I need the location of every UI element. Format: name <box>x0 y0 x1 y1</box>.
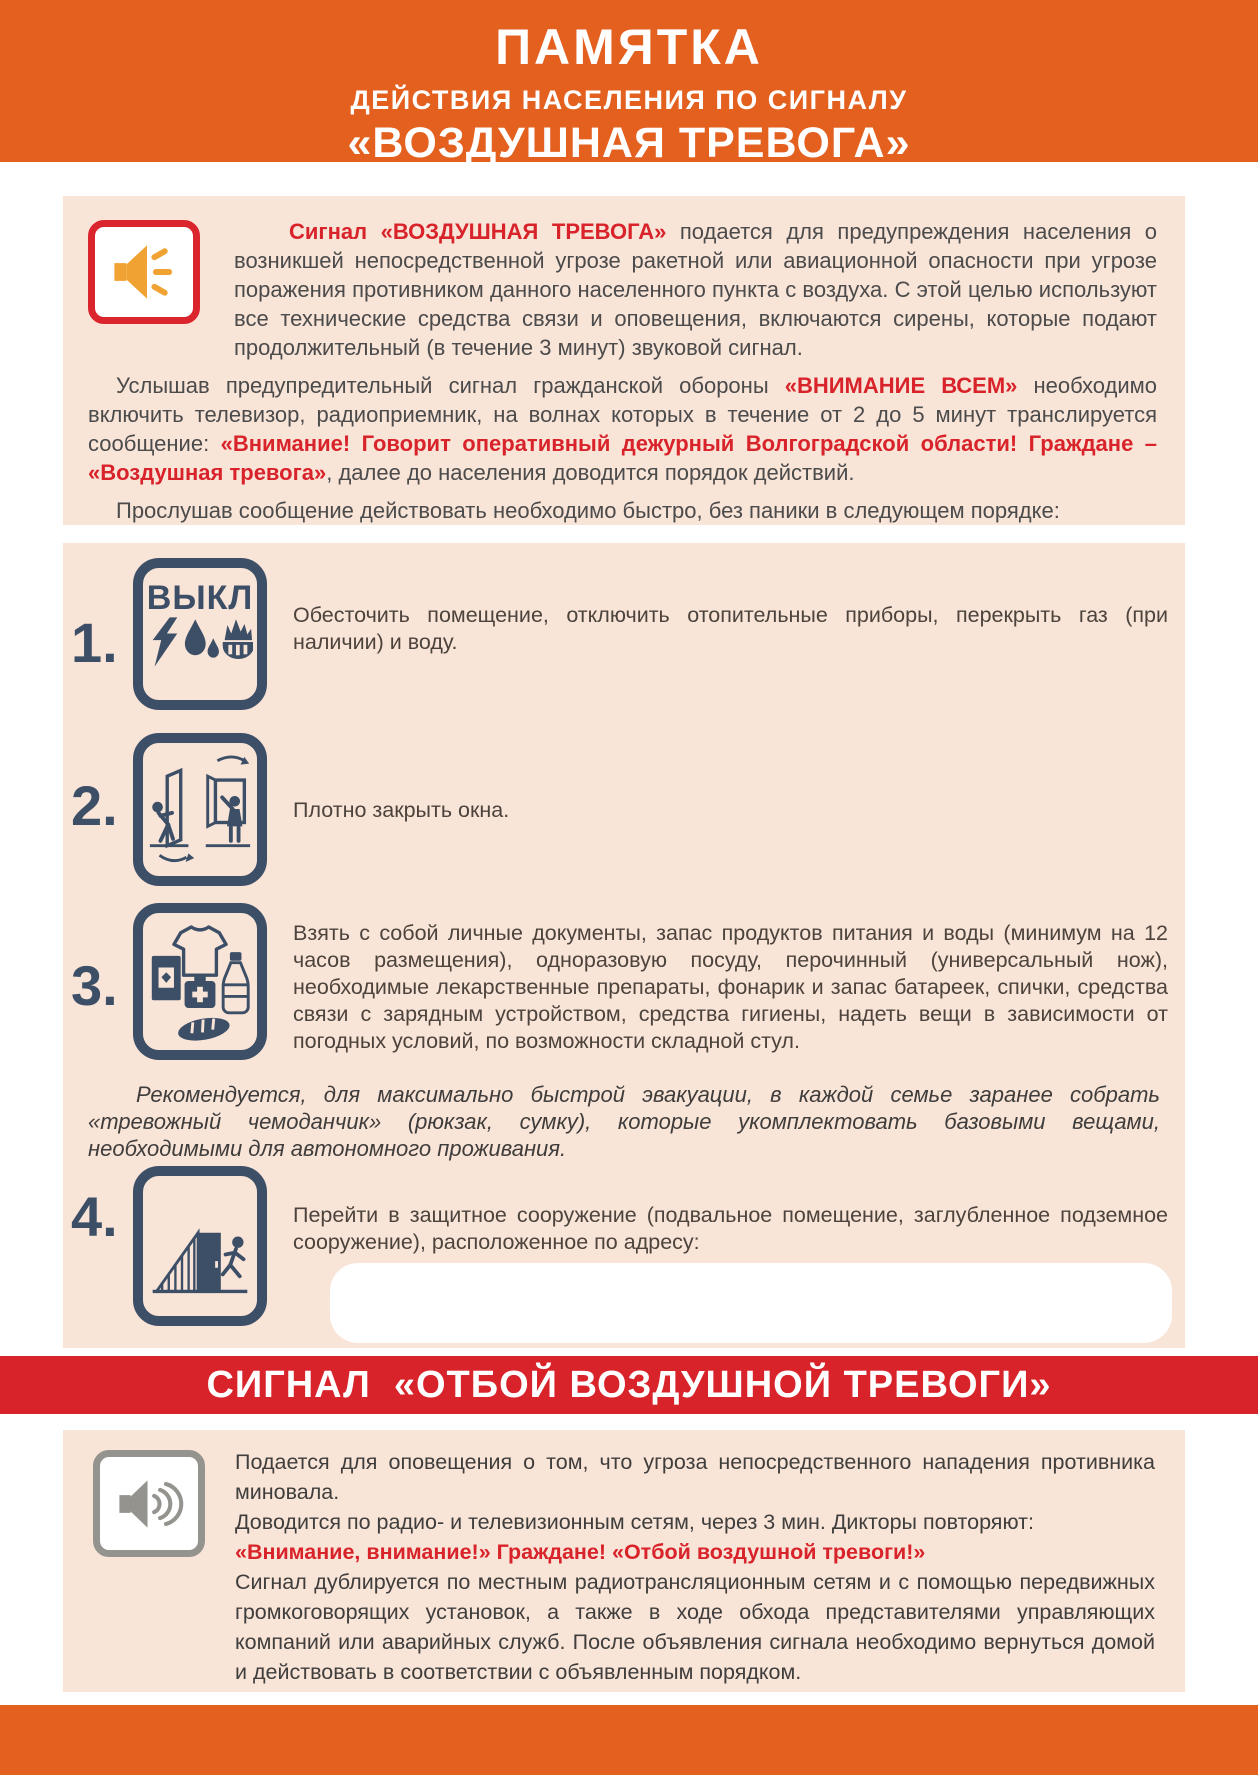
intro-paragraph-3: Прослушав сообщение действовать необходимо быстро, без паники в следующем порядке: <box>116 498 1060 523</box>
all-clear-banner: СИГНАЛ «ОТБОЙ ВОЗДУШНОЙ ТРЕВОГИ» <box>0 1356 1258 1414</box>
intro-paragraph-2-mid: необходимо включить телевизор, радиоприемник, на волнах которых в течение от 2 до 5 минут транслируется сообщение: <box>88 373 1157 456</box>
poster-title: ПАМЯТКА <box>495 19 763 75</box>
power-off-label: ВЫКЛ <box>146 579 254 617</box>
speaker-waves-icon <box>112 1467 186 1541</box>
utilities-glyphs-icon <box>147 615 253 669</box>
intro-paragraph-2-start: Услышав предупредительный сигнал гражданской обороны <box>116 373 785 398</box>
all-clear-speaker-frame <box>93 1450 205 1557</box>
recommendation-note: Рекомендуется, для максимально быстрой эвакуации, в каждой семье заранее собрать «тревожный чемоданчик» (рюкзак, сумку), которые укомплектовать базовыми вещами, необходимыми для автономного проживания. <box>88 1082 1160 1161</box>
step-4 <box>63 1166 1185 1348</box>
poster-signal-name: «ВОЗДУШНАЯ ТРЕВОГА» <box>347 119 911 167</box>
step-2-number: 2. <box>71 774 118 837</box>
step-4-text: Перейти в защитное сооружение (подвальное помещение, заглубленное подземное сооружение), расположенное по адресу: <box>293 1203 1168 1254</box>
all-clear-announcement: «Внимание, внимание!» Граждане! «Отбой воздушной тревоги!» <box>235 1540 926 1564</box>
step-1-text: Обесточить помещение, отключить отопительные приборы, перекрыть газ (при наличии) и воду. <box>293 603 1168 654</box>
air-alert-speaker-frame <box>88 220 200 324</box>
step-3-number: 3. <box>71 954 118 1017</box>
step-2 <box>63 733 1185 903</box>
all-clear-panel <box>63 1430 1185 1692</box>
power-off-icon <box>133 558 267 710</box>
all-clear-text <box>235 1447 1155 1687</box>
intro-paragraph-2-end: , далее до населения доводится порядок действий. <box>326 460 855 485</box>
header-banner <box>0 0 1258 167</box>
step-3 <box>63 903 1185 1079</box>
signal-name-lead: Сигнал «ВОЗДУШНАЯ ТРЕВОГА» <box>289 219 667 244</box>
all-clear-paragraph-1: Подается для оповещения о том, что угроза непосредственного нападения противника миновала. <box>235 1450 1155 1504</box>
speaker-sound-icon <box>107 235 181 309</box>
close-windows-glyph <box>146 746 254 872</box>
broadcast-message-phrase: «Внимание! Говорит оперативный дежурный Волгоградской области! Граждане – «Воздушная тревога» <box>88 431 1157 485</box>
step-1 <box>63 558 1185 734</box>
close-windows-icon <box>133 733 267 886</box>
all-clear-paragraph-3: Сигнал дублируется по местным радиотрансляционным сетям и с помощью передвижных громкоговорящих установок, а также в ходе обхода представителями управляющих компаний или аварийных служб. После объявления сигнала необходимо вернуться домой и действовать в соответствии с объявленным порядком. <box>235 1570 1155 1684</box>
emergency-supplies-glyph <box>146 916 254 1046</box>
intro-paragraph-1-text: подается для предупреждения населения о возникшей непосредственной угрозе ракетной или авиационной опасности при угрозе поражения противником данного населенного пункта с воздуха. С этой целью используют все технические средства связи и оповещения, включаются сирены, которые подают продолжительный (в течение 3 минут) звуковой сигнал. <box>234 219 1157 360</box>
shelter-address-field[interactable] <box>330 1263 1172 1343</box>
step-3-text: Взять с собой личные документы, запас продуктов питания и воды (минимум на 12 часов размещения), одноразовую посуду, перочинный (универсальный нож), необходимые лекарственные препараты, фонарик и запас батареек, спички, средства связи с зарядным устройством, средства гигиены, надеть вещи в зависимости от погодных условий, по возможности складной стул. <box>293 921 1168 1053</box>
shelter-icon <box>133 1166 267 1326</box>
step-1-number: 1. <box>71 611 118 674</box>
emergency-supplies-icon <box>133 903 267 1060</box>
intro-paragraph-2 <box>88 371 1157 487</box>
shelter-glyph <box>147 1179 253 1313</box>
intro-paragraph-1 <box>88 217 1157 362</box>
footer-strip <box>0 1705 1258 1775</box>
steps-panel <box>63 543 1185 1348</box>
all-clear-paragraph-2: Доводится по радио- и телевизионным сетям, через 3 мин. Дикторы повторяют: <box>235 1510 1034 1534</box>
poster-subtitle: ДЕЙСТВИЯ НАСЕЛЕНИЯ ПО СИГНАЛУ <box>350 85 908 115</box>
step-2-text: Плотно закрыть окна. <box>293 798 510 822</box>
intro-panel <box>63 196 1185 525</box>
attention-all-phrase: «ВНИМАНИЕ ВСЕМ» <box>784 373 1018 398</box>
step-4-number: 4. <box>71 1185 118 1248</box>
